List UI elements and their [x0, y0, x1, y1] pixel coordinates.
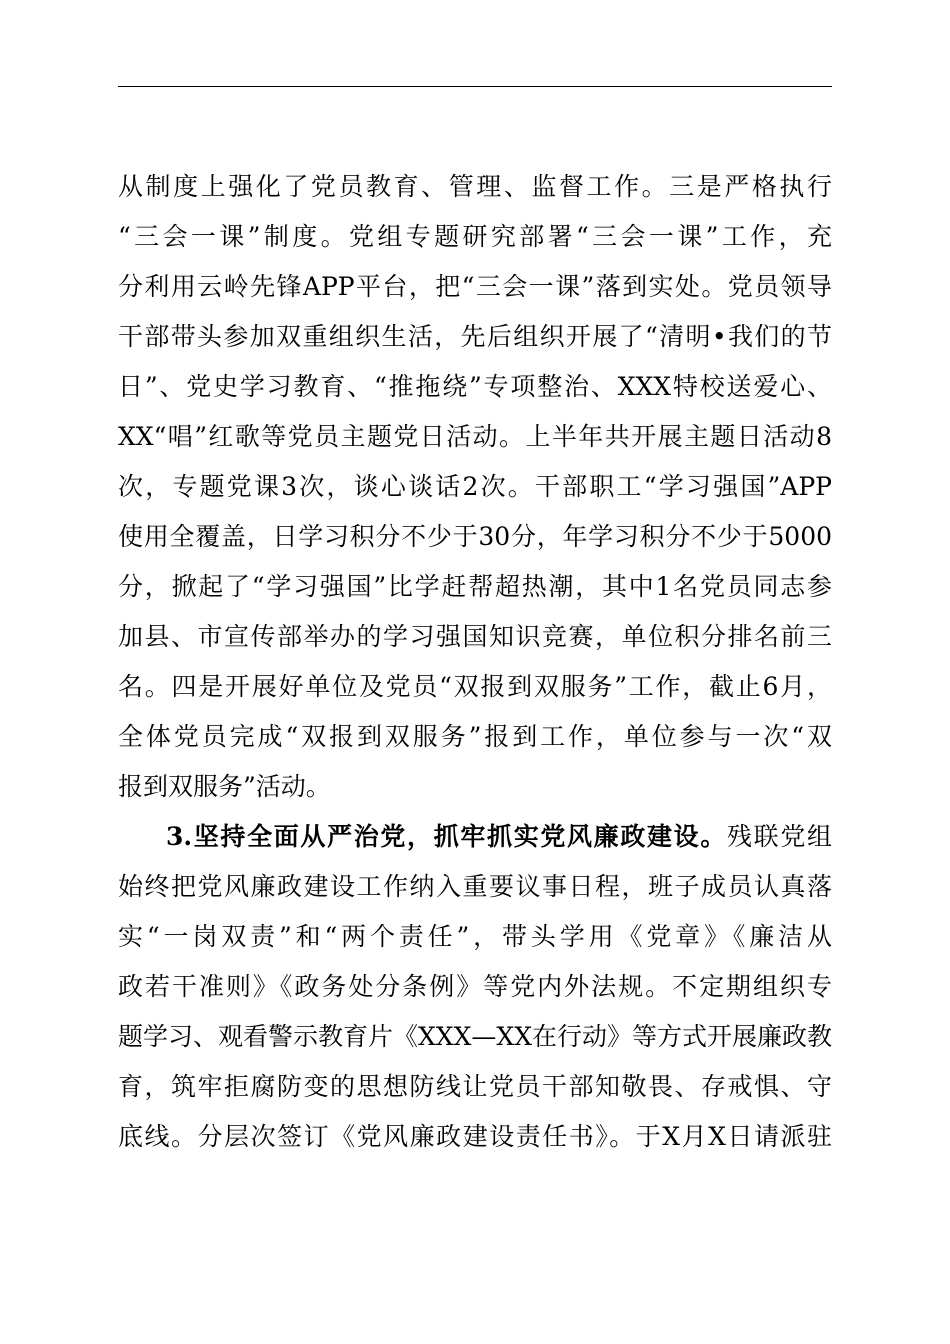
section-3-line: 题学习、观看警示教育片《XXX—XX在行动》等方式开展廉政教 — [118, 1022, 832, 1051]
body-line: 次，专题党课3次，谈心谈话2次。干部职工“学习强国”APP — [118, 472, 832, 501]
section-3-line: 政若干准则》《政务处分条例》等党内外法规。不定期组织专 — [118, 972, 832, 1001]
body-line: 日”、党史学习教育、“推拖绕”专项整治、XXX特校送爱心、 — [118, 372, 832, 401]
body-line: 干部带头参加双重组织生活，先后组织开展了“清明•我们的节 — [118, 322, 832, 351]
section-3-line: 育，筑牢拒腐防变的思想防线让党员干部知敬畏、存戒惧、守 — [118, 1072, 832, 1101]
section-3-heading: 3.坚持全面从严治党，抓牢抓实党风廉政建设。 — [166, 822, 727, 851]
section-3-line: 始终把党风廉政建设工作纳入重要议事日程，班子成员认真落 — [118, 872, 832, 901]
body-line: 使用全覆盖，日学习积分不少于30分，年学习积分不少于5000 — [118, 522, 832, 551]
section-3-line: 实“一岗双责”和“两个责任”，带头学用《党章》《廉洁从 — [118, 922, 832, 951]
body-line-last: 报到双服务”活动。 — [118, 772, 331, 801]
header-rule — [118, 86, 832, 87]
body-line: 加县、市宣传部举办的学习强国知识竞赛，单位积分排名前三 — [118, 622, 832, 651]
body-line: 从制度上强化了党员教育、管理、监督工作。三是严格执行 — [118, 172, 832, 201]
body-line: 分，掀起了“学习强国”比学赶帮超热潮，其中1名党员同志参 — [118, 572, 832, 601]
body-line: XX“唱”红歌等党员主题党日活动。上半年共开展主题日活动8 — [118, 422, 832, 451]
section-3-line: 底线。分层次签订《党风廉政建设责任书》。于X月X日请派驻 — [118, 1122, 832, 1151]
body-line: 全体党员完成“双报到双服务”报到工作，单位参与一次“双 — [118, 722, 832, 751]
section-3-first-line-rest: 残联党组 — [727, 822, 832, 851]
section-3-first-line — [166, 814, 832, 860]
body-line: 分利用云岭先锋APP平台，把“三会一课”落到实处。党员领导 — [118, 272, 832, 301]
body-line: 名。四是开展好单位及党员“双报到双服务”工作，截止6月， — [118, 672, 832, 701]
body-line: “三会一课”制度。党组专题研究部署“三会一课”工作，充 — [118, 222, 832, 251]
